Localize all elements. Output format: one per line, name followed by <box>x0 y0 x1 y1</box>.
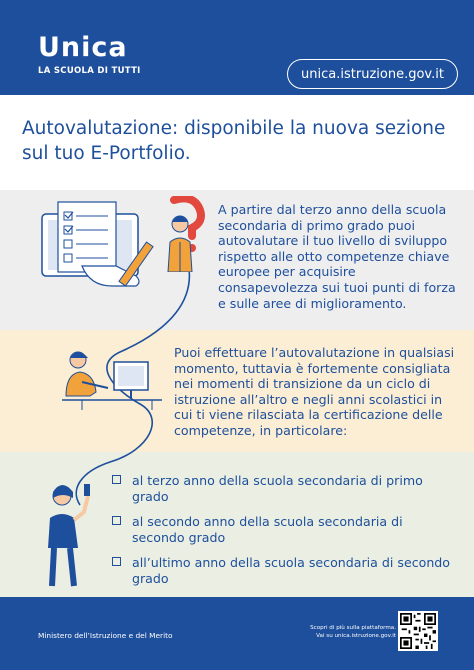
section-2-text: Puoi effettuare l’autovalutazione in qualsiasi momento, tuttavia è fortemente consigliata nei momenti di transizione da un ciclo di istruzione all’altro e negli anni scolastici in cui ti viene rilasciata la certificazione delle competenze, in particolare: <box>174 345 455 438</box>
website-link[interactable]: unica.istruzione.gov.it <box>287 59 458 89</box>
list-item <box>112 514 452 545</box>
list-item-text: al secondo anno della scuola secondaria di secondo grado <box>132 514 403 545</box>
discover-line-1: Scopri di più sulla piattaforma. <box>310 625 396 631</box>
unica-logo: Unica <box>38 32 128 63</box>
ministry-name: Ministero dell’Istruzione e del Merito <box>38 631 173 640</box>
list-item <box>112 555 452 586</box>
checklist-illustration <box>38 196 168 300</box>
school-years-list <box>112 473 452 597</box>
checkbox-icon <box>112 516 121 525</box>
list-item-text: all’ultimo anno della scuola secondaria di secondo grado <box>132 555 450 586</box>
student-with-phone-illustration <box>40 478 100 588</box>
list-item <box>112 473 452 504</box>
student-at-computer-illustration <box>62 348 166 412</box>
list-item-text: al terzo anno della scuola secondaria di primo grado <box>132 473 423 504</box>
thinking-student-illustration <box>156 196 212 272</box>
checkbox-icon <box>112 475 121 484</box>
page-title: Autovalutazione: disponibile la nuova sezione sul tuo E-Portfolio. <box>22 118 446 164</box>
qr-code-icon[interactable] <box>398 611 438 651</box>
tagline: LA SCUOLA DI TUTTI <box>38 66 141 76</box>
footer <box>0 597 474 670</box>
discover-line-2: Vai su unica.istruzione.gov.it <box>316 632 396 639</box>
discover-text <box>280 625 396 640</box>
checkbox-icon <box>112 557 121 566</box>
section-1-text: A partire dal terzo anno della scuola secondaria di primo grado puoi autovalutare il tuo livello di sviluppo rispetto alle otto competenze chiave europee per acquisire consapevolezza sui tuoi punti di forza e sulle aree di miglioramento. <box>218 202 456 311</box>
